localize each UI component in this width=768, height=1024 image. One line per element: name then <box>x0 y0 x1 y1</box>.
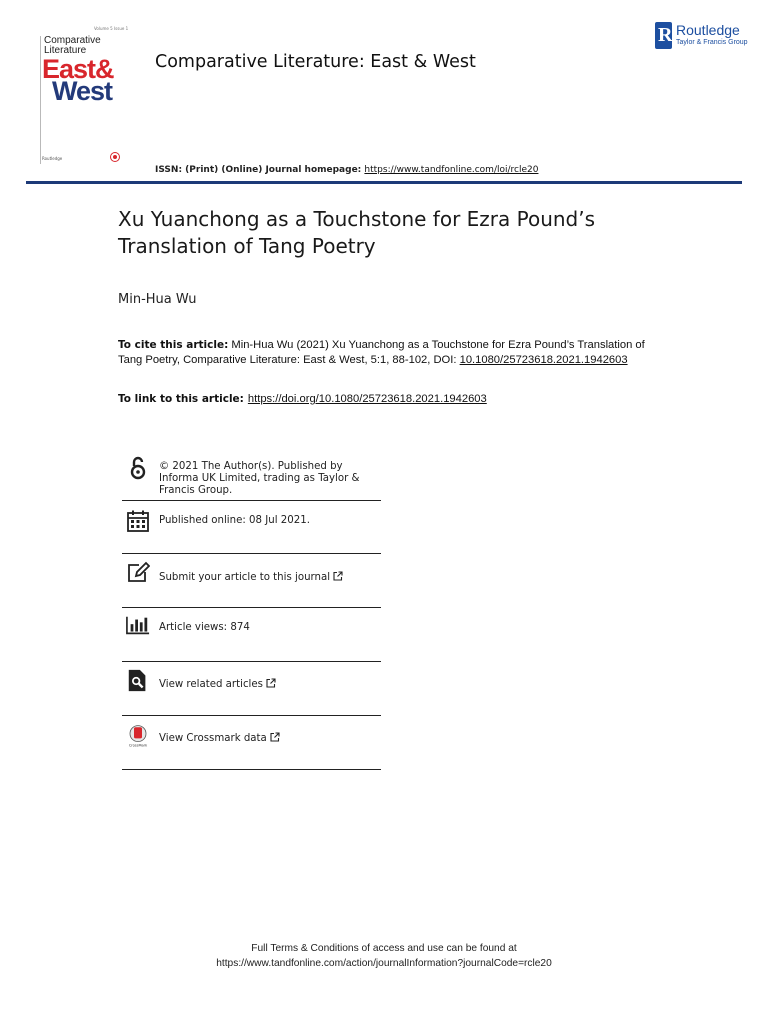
crossmark-badge-text: CrossMark <box>128 743 148 748</box>
citation-doi-link[interactable]: 10.1080/25723618.2021.1942603 <box>459 353 628 366</box>
citation-text: Min-Hua Wu (2021) Xu Yuanchong as a Touchstone for Ezra Pound’s Translation of Tang Poetry, Comparative Literature: East & West, 5:1, 88-102, DOI: <box>118 339 645 366</box>
publisher-tagline: Taylor & Francis Group <box>676 39 748 46</box>
calendar-icon <box>126 509 150 533</box>
citation-label: To cite this article: <box>118 339 229 351</box>
bar-chart-icon <box>126 614 150 638</box>
header-divider <box>26 181 742 184</box>
article-author: Min-Hua Wu <box>118 292 197 307</box>
cover-title-text: Comparative Literature <box>44 35 101 56</box>
license-row <box>122 448 381 501</box>
article-info-list <box>122 448 381 770</box>
article-link-block <box>118 393 487 405</box>
footer-line-1: Full Terms & Conditions of access and use can be found at <box>251 943 517 954</box>
external-link-icon <box>270 732 280 742</box>
cover-spine <box>40 36 41 164</box>
cover-issue-label: Volume 5 Issue 1 <box>94 26 129 31</box>
submit-article-link[interactable]: Submit your article to this journal <box>159 571 381 584</box>
citation-block <box>118 338 658 367</box>
journal-title: Comparative Literature: East & West <box>155 52 476 72</box>
search-document-icon <box>126 669 150 693</box>
external-link-icon <box>333 571 343 581</box>
external-link-icon <box>266 678 276 688</box>
related-row[interactable] <box>122 662 381 716</box>
article-title: Xu Yuanchong as a Touchstone for Ezra Pound’s Translation of Tang Poetry <box>118 207 596 258</box>
views-row <box>122 608 381 662</box>
published-row <box>122 501 381 554</box>
submit-row[interactable] <box>122 554 381 608</box>
article-doi-link[interactable]: https://doi.org/10.1080/25723618.2021.1942603 <box>247 393 487 405</box>
issn-line: ISSN: (Print) (Online) Journal homepage: https://www.tandfonline.com/loi/rcle20 <box>155 165 539 175</box>
article-views-text: Article views: 874 <box>159 622 250 633</box>
routledge-logo-icon: R <box>655 22 672 49</box>
cover-east: East& <box>42 54 114 84</box>
journal-cover-thumbnail <box>38 26 130 168</box>
article-link-label: To link to this article: <box>118 393 244 405</box>
crossmark-row[interactable] <box>122 716 381 770</box>
crossmark-icon <box>126 724 150 748</box>
crossmark-data-link[interactable]: View Crossmark data <box>159 732 381 745</box>
edit-icon <box>126 561 150 585</box>
footer-terms-link[interactable]: https://www.tandfonline.com/action/journalInformation?journalCode=rcle20 <box>216 957 552 969</box>
footer-terms <box>0 942 768 971</box>
published-date-text: Published online: 08 Jul 2021. <box>159 515 310 526</box>
open-access-icon <box>126 456 150 480</box>
publisher-name: Routledge <box>676 22 740 38</box>
cover-west: West <box>52 76 113 106</box>
cover-publisher: Routledge <box>42 156 63 161</box>
related-articles-link[interactable]: View related articles <box>159 678 381 691</box>
cover-seal-icon <box>110 152 120 162</box>
license-text: © 2021 The Author(s). Published by Informa UK Limited, trading as Taylor & Francis Group. <box>159 461 360 496</box>
journal-homepage-link[interactable]: https://www.tandfonline.com/loi/rcle20 <box>364 165 539 175</box>
